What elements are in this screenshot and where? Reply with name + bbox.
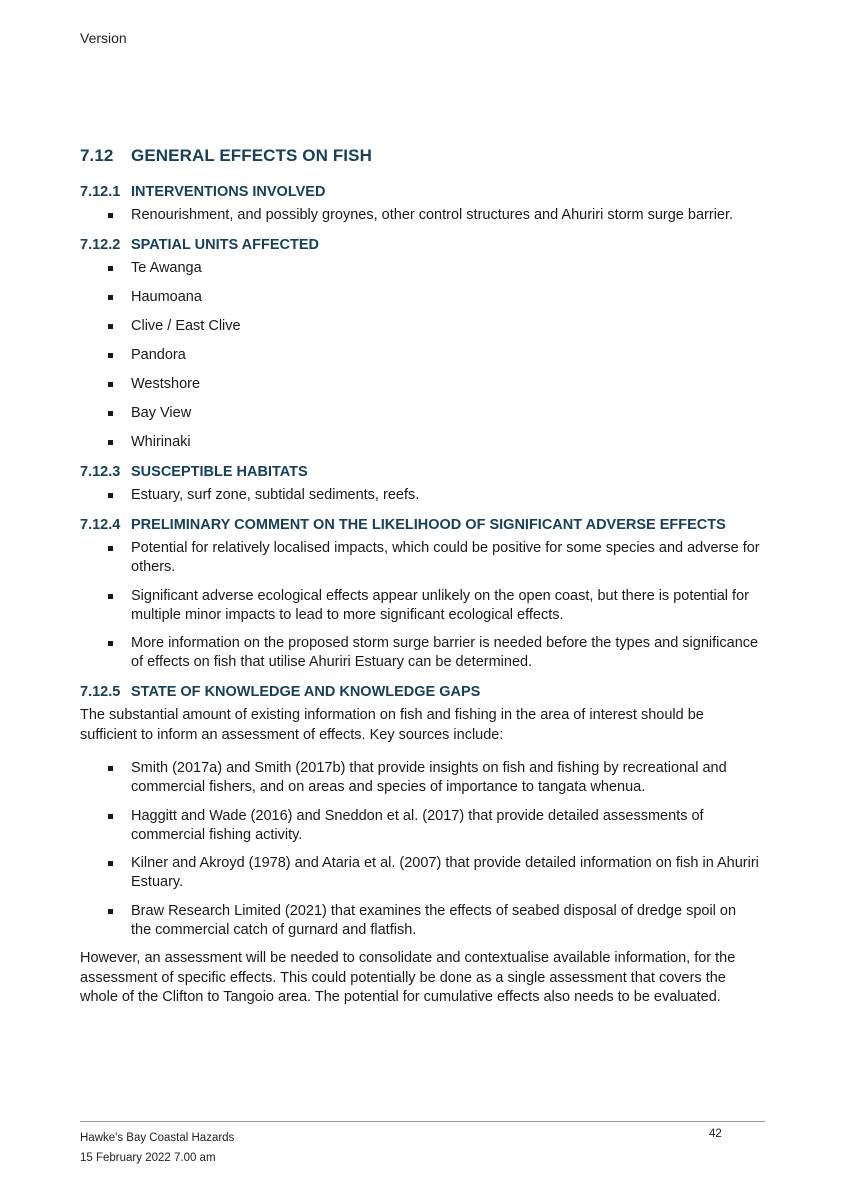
subsection-title: INTERVENTIONS INVOLVED bbox=[131, 184, 326, 200]
interventions-list bbox=[80, 206, 760, 225]
subsection-title: STATE OF KNOWLEDGE AND KNOWLEDGE GAPS bbox=[131, 684, 481, 700]
footer-document-title: Hawke's Bay Coastal Hazards bbox=[80, 1132, 235, 1144]
list-item: Significant adverse ecological effects appear unlikely on the open coast, but there is potential for multiple minor impacts to lead to more significant ecological effects. bbox=[80, 587, 760, 625]
list-item: Smith (2017a) and Smith (2017b) that provide insights on fish and fishing by recreational and commercial fishers, and on areas and species of importance to tangata whenua. bbox=[80, 759, 760, 797]
knowledge-intro-paragraph: The substantial amount of existing information on fish and fishing in the area of interest should be sufficient to inform an assessment of effects. Key sources include: bbox=[80, 707, 704, 743]
list-item: Clive / East Clive bbox=[80, 317, 760, 336]
knowledge-sources-list bbox=[80, 759, 760, 940]
subsection-heading-interventions bbox=[80, 184, 760, 200]
page-number: 42 bbox=[709, 1128, 722, 1140]
list-item: Te Awanga bbox=[80, 259, 760, 278]
list-item: Braw Research Limited (2021) that examines the effects of seabed disposal of dredge spoil on the commercial catch of gurnard and flatfish. bbox=[80, 902, 760, 940]
subsection-number: 7.12.1 bbox=[80, 184, 121, 200]
subsection-number: 7.12.4 bbox=[80, 517, 121, 533]
list-item: Potential for relatively localised impacts, which could be positive for some species and adverse for others. bbox=[80, 539, 760, 577]
preliminary-comment-list bbox=[80, 539, 760, 672]
list-item: Bay View bbox=[80, 404, 760, 423]
footer-info bbox=[80, 1128, 234, 1168]
subsection-heading-spatial-units bbox=[80, 237, 760, 253]
subsection-heading-habitats bbox=[80, 464, 760, 480]
list-item: Kilner and Akroyd (1978) and Ataria et al. (2007) that provide detailed information on fish in Ahuriri Estuary. bbox=[80, 854, 760, 892]
subsection-heading-knowledge bbox=[80, 684, 760, 700]
list-item: More information on the proposed storm surge barrier is needed before the types and significance of effects on fish that utilise Ahuriri Estuary can be determined. bbox=[80, 634, 760, 672]
section-title: GENERAL EFFECTS ON FISH bbox=[131, 146, 372, 165]
subsection-heading-preliminary-comment bbox=[80, 517, 760, 533]
subsection-title: SUSCEPTIBLE HABITATS bbox=[131, 464, 308, 480]
footer-divider bbox=[80, 1121, 765, 1122]
subsection-number: 7.12.5 bbox=[80, 684, 121, 700]
habitats-list bbox=[80, 486, 760, 505]
list-item: Westshore bbox=[80, 375, 760, 394]
list-item: Haumoana bbox=[80, 288, 760, 307]
header-version-label: Version bbox=[80, 30, 127, 46]
list-item: Haggitt and Wade (2016) and Sneddon et al. (2017) that provide detailed assessments of commercial fishing activity. bbox=[80, 807, 760, 845]
section-number: 7.12 bbox=[80, 146, 114, 165]
footer-date: 15 February 2022 7.00 am bbox=[80, 1152, 216, 1164]
list-item: Estuary, surf zone, subtidal sediments, reefs. bbox=[80, 486, 760, 505]
list-item: Whirinaki bbox=[80, 433, 760, 452]
section-heading bbox=[80, 146, 760, 166]
spatial-units-list bbox=[80, 259, 760, 452]
document-body bbox=[80, 146, 760, 1018]
subsection-number: 7.12.2 bbox=[80, 237, 121, 253]
subsection-title: PRELIMINARY COMMENT ON THE LIKELIHOOD OF SIGNIFICANT ADVERSE EFFECTS bbox=[131, 517, 726, 533]
subsection-title: SPATIAL UNITS AFFECTED bbox=[131, 237, 319, 253]
list-item: Pandora bbox=[80, 346, 760, 365]
knowledge-conclusion-paragraph: However, an assessment will be needed to consolidate and contextualise available information, for the assessment of specific effects. This could potentially be done as a single assessment that covers the whole of the Clifton to Tangoio area. The potential for cumulative effects also needs to be evaluated. bbox=[80, 950, 736, 1005]
list-item: Renourishment, and possibly groynes, other control structures and Ahuriri storm surge barrier. bbox=[80, 206, 760, 225]
subsection-number: 7.12.3 bbox=[80, 464, 121, 480]
